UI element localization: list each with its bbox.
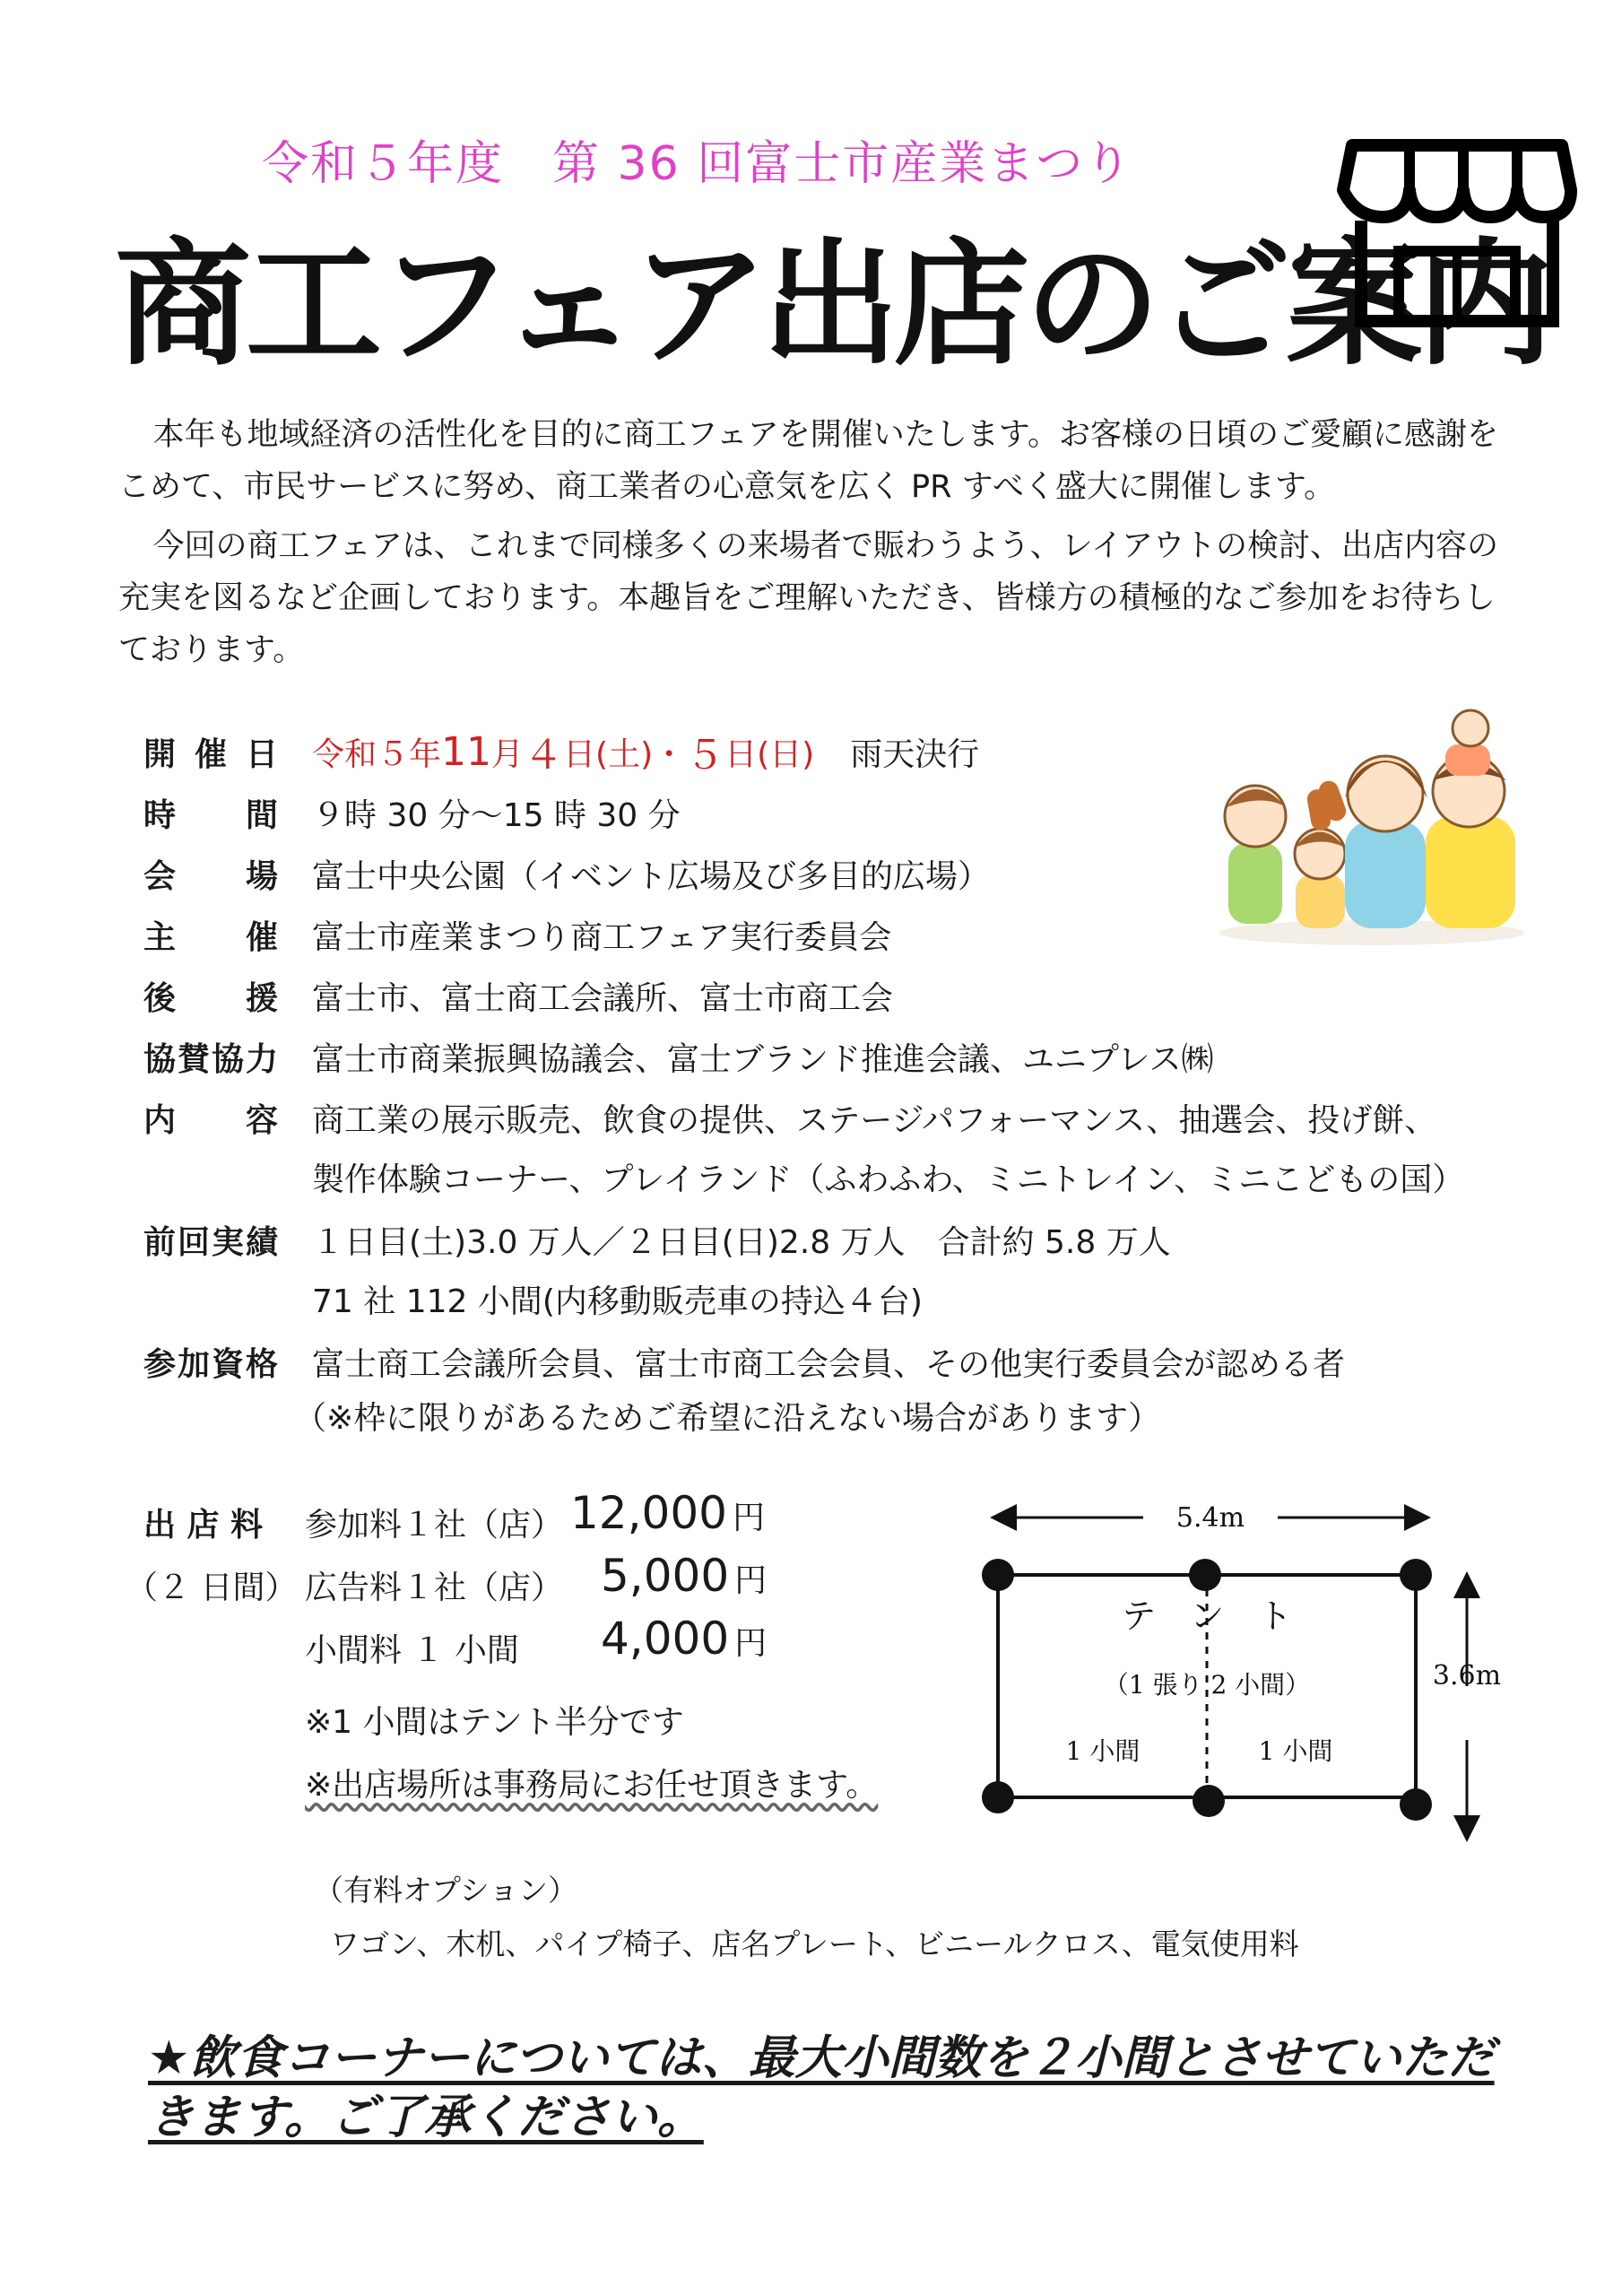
date-day2: ５ xyxy=(685,733,725,778)
eligibility-label: 参加資格 xyxy=(143,1345,278,1383)
tent-pole xyxy=(1400,1788,1432,1821)
eligibility-row xyxy=(143,1333,1345,1390)
fee-amount: 12,000 xyxy=(570,1487,727,1539)
cooperation-row xyxy=(143,1028,1213,1085)
date-day2-suffix: 日(日) xyxy=(724,735,815,773)
organizer-label: 主催 xyxy=(143,918,278,956)
tent-pole xyxy=(1193,1785,1225,1817)
fee-item-participation xyxy=(305,1500,563,1545)
eligibility-note: （※枠に限りがあるためご希望に沿えない場合があります） xyxy=(294,1399,1161,1437)
tent-pole xyxy=(1400,1559,1432,1591)
food-corner-notice: ★飲食コーナーについては、最大小間数を２小間とさせていただきます。ご了承ください。 xyxy=(148,2031,1495,2144)
fee-label: 出 店 料 xyxy=(143,1507,264,1544)
fee-amount-booth xyxy=(601,1613,767,1665)
tent-diagram xyxy=(968,1471,1524,1866)
shop-icon xyxy=(1336,135,1578,332)
content-row xyxy=(143,1089,1436,1146)
date-day1: ４ xyxy=(524,733,564,778)
tent-depth-label: 3.6m xyxy=(1432,1660,1502,1692)
support-label: 後援 xyxy=(143,979,278,1017)
eligibility-value: 富士商工会議所会員、富士市商工会会員、その他実行委員会が認める者 xyxy=(312,1345,1346,1383)
support-row xyxy=(143,967,893,1024)
intro-paragraph-1: 本年も地域経済の活性化を目的に商工フェアを開催いたします。お客様の日頃のご愛顧に感謝をこめて、市民サービスに努め、商工業者の心意気を広く PR すべく盛大に開催します。 xyxy=(118,417,1498,505)
date-month: 11 xyxy=(441,728,492,775)
previous-line1: １日目(土)3.0 万人／２日目(日)2.8 万人 合計約 5.8 万人 xyxy=(312,1223,1171,1261)
fee-note-2 xyxy=(305,1760,878,1805)
fee-item-name: 参加料１社（店） xyxy=(305,1507,564,1544)
organizer-row xyxy=(143,906,891,963)
options-items: ワゴン、木机、パイプ椅子、店名プレート、ビニールクロス、電気使用料 xyxy=(330,1926,1299,1961)
page-title: 商工フェア出店のご案内 xyxy=(115,225,1548,384)
tent-right-unit: 1 小間 xyxy=(1258,1736,1333,1766)
tent-split-label: （1 張り 2 小間） xyxy=(1103,1670,1311,1700)
tent-pole xyxy=(982,1781,1014,1813)
venue-label: 会場 xyxy=(143,857,278,895)
venue-value: 富士中央公園（イベント広場及び多目的広場） xyxy=(312,857,991,895)
venue-row xyxy=(143,845,990,902)
previous-label: 前回実績 xyxy=(143,1223,278,1261)
event-subtitle: 令和５年度 第 36 回富士市産業まつり xyxy=(262,137,1133,191)
content-line1: 商工業の展示販売、飲食の提供、ステージパフォーマンス、抽選会、投げ餅、 xyxy=(312,1101,1437,1139)
fee-unit: 円 xyxy=(734,1562,768,1599)
time-row xyxy=(143,784,681,841)
intro-paragraph-2: 今回の商工フェアは、これまで同様多くの来場者で賑わうよう、レイアウトの検討、出店内容の充実を図るなど企画しております。本趣旨をご理解いただき、皆様方の積極的なご参加をお待ちしております。 xyxy=(118,528,1498,668)
fee-item-name: 小間料 １ 小間 xyxy=(305,1632,519,1669)
fee-item-booth xyxy=(305,1625,519,1671)
tent-pole xyxy=(982,1559,1014,1591)
fee-unit: 円 xyxy=(734,1625,768,1662)
content-line2: 製作体験コーナー、プレイランド（ふわふわ、ミニトレイン、ミニこどもの国） xyxy=(312,1161,1465,1198)
time-value: ９時 30 分～15 時 30 分 xyxy=(312,796,681,834)
fee-period: （２ 日間） xyxy=(126,1570,298,1606)
fee-note-2-text: ※出店場所は事務局にお任せ頂きます。 xyxy=(305,1767,879,1804)
tent-pole xyxy=(1189,1559,1221,1591)
date-row xyxy=(143,723,979,780)
fee-note-1: ※1 小間はテント半分です xyxy=(305,1704,684,1741)
options-title: （有料オプション） xyxy=(314,1873,578,1908)
fee-amount-advertising xyxy=(601,1550,767,1602)
family-illustration xyxy=(1210,709,1533,951)
date-day1-suffix: 日(土)・ xyxy=(563,735,686,773)
date-era: 令和５年 xyxy=(312,735,442,773)
tent-title: テ ン ト xyxy=(1121,1596,1293,1636)
organizer-value: 富士市産業まつり商工フェア実行委員会 xyxy=(312,918,892,956)
fee-amount: 4,000 xyxy=(601,1613,730,1665)
fee-item-advertising xyxy=(305,1562,563,1608)
fee-unit: 円 xyxy=(732,1500,765,1536)
previous-line2: 71 社 112 小間(内移動販売車の持込４台) xyxy=(312,1283,923,1320)
fee-item-name: 広告料１社（店） xyxy=(305,1570,564,1606)
fee-amount: 5,000 xyxy=(601,1550,730,1602)
fee-amount-participation xyxy=(570,1487,765,1539)
content-label: 内容 xyxy=(143,1101,278,1139)
time-label: 時間 xyxy=(143,796,278,834)
date-label: 開催日 xyxy=(143,735,278,773)
cooperation-label: 協賛協力 xyxy=(143,1040,278,1078)
date-weather: 雨天決行 xyxy=(850,735,980,773)
support-value: 富士市、富士商工会議所、富士市商工会 xyxy=(312,979,894,1017)
cooperation-value: 富士市商業振興協議会、富士ブランド推進会議、ユニプレス㈱ xyxy=(312,1040,1214,1078)
tent-left-unit: 1 小間 xyxy=(1065,1736,1141,1766)
date-month-unit: 月 xyxy=(491,735,525,773)
tent-width-label: 5.4m xyxy=(1175,1502,1245,1534)
previous-row xyxy=(143,1211,1171,1268)
